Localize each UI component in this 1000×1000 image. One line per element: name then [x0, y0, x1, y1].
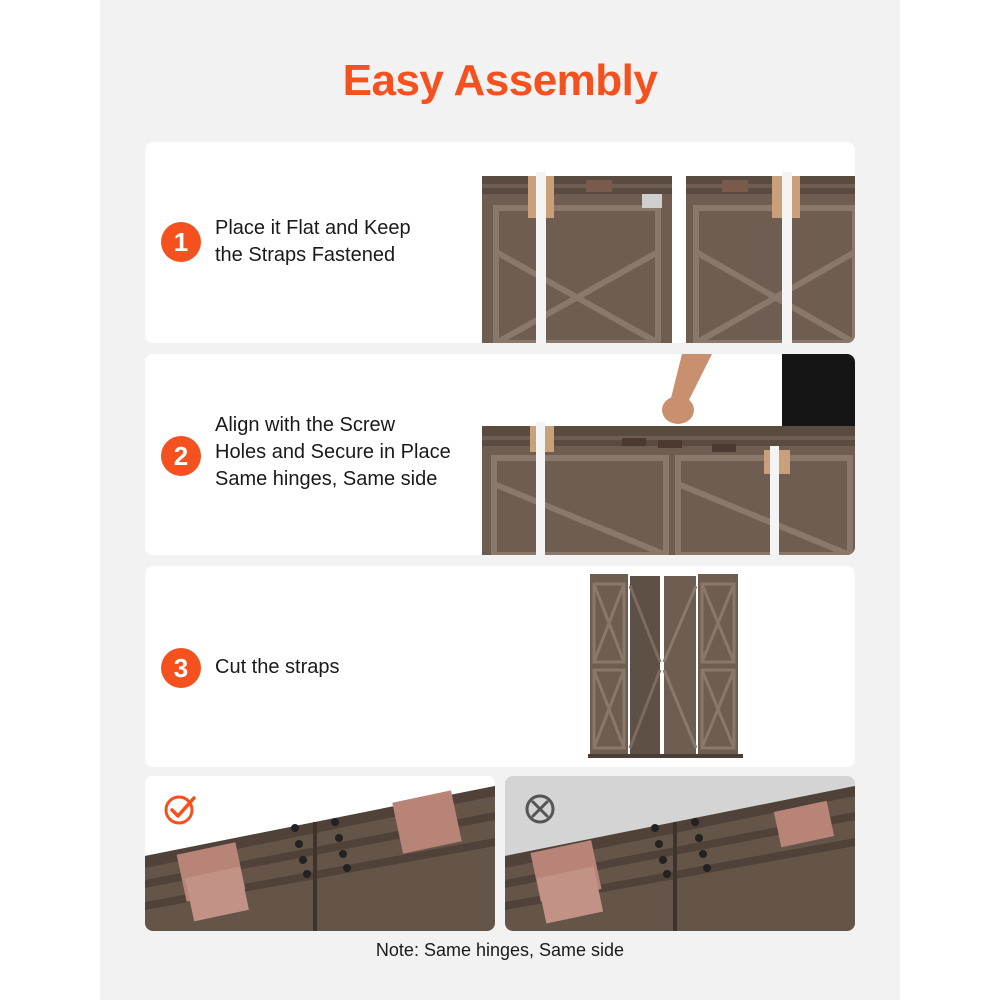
step-2-card	[145, 354, 855, 555]
wrong-hinge-example	[505, 776, 855, 931]
step-1-line-2: the Straps Fastened	[215, 244, 396, 266]
step-2-line-3: Same hinges, Same side	[215, 468, 438, 490]
step-3-badge: 3	[161, 648, 201, 688]
check-circle-icon	[163, 792, 197, 826]
correct-hinge-photo	[145, 776, 495, 931]
step-1-text	[215, 215, 411, 269]
step-3-line-1: Cut the straps	[215, 656, 340, 678]
step-2-photo	[482, 354, 855, 555]
room-divider-illustration	[588, 566, 743, 767]
step-2-text	[215, 412, 451, 493]
step-1-card	[145, 142, 855, 343]
wrong-hinge-photo	[505, 776, 855, 931]
x-circle-icon	[523, 792, 557, 826]
step-3-card	[145, 566, 855, 767]
step-1-photo	[482, 142, 855, 343]
note-text: Note: Same hinges, Same side	[375, 940, 625, 960]
correct-hinge-example	[145, 776, 495, 931]
step-1-line-1: Place it Flat and Keep	[215, 217, 411, 239]
step-2-line-1: Align with the Screw	[215, 414, 396, 436]
step-2-badge: 2	[161, 436, 201, 476]
step-3-text	[215, 654, 340, 681]
page-title: Easy Assembly	[342, 56, 658, 105]
step-2-line-2: Holes and Secure in Place	[215, 441, 451, 463]
step-1-badge: 1	[161, 222, 201, 262]
